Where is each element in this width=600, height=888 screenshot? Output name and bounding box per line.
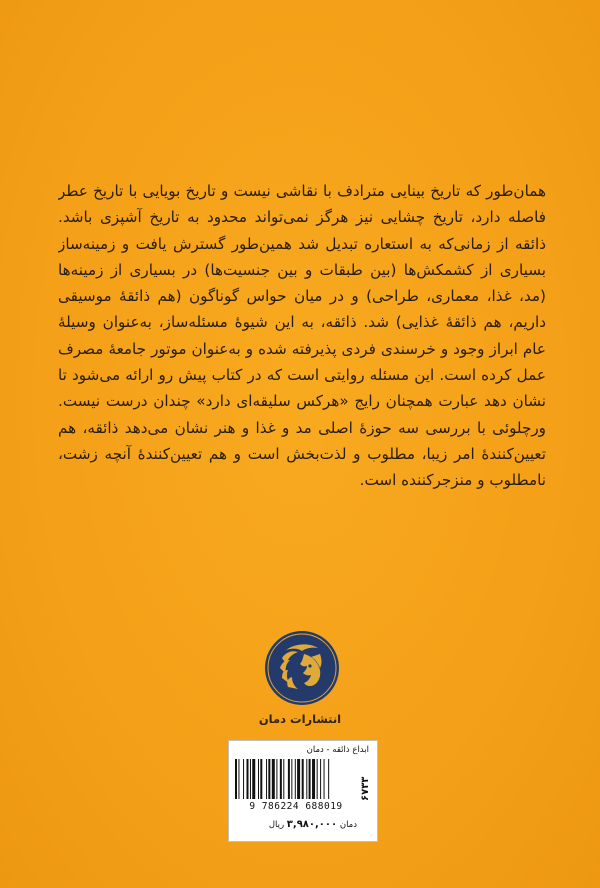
barcode-bar bbox=[324, 759, 325, 799]
barcode-bar bbox=[258, 759, 259, 799]
barcode-bar bbox=[266, 759, 267, 799]
blurb-line: ذائقه از زمانی‌که به استعاره تبدیل شد همین‌طور گسترش یافت و زمینه‌ساز bbox=[58, 234, 546, 253]
barcode-bar bbox=[272, 759, 275, 799]
barcode-bar bbox=[288, 759, 290, 799]
barcode-bar bbox=[280, 759, 282, 799]
blurb-text bbox=[58, 178, 546, 494]
barcode-side-code: ۶۷۳۳ bbox=[360, 776, 371, 802]
barcode-bar bbox=[260, 759, 262, 799]
blurb-line: نامطلوب و منزجرکننده است. bbox=[359, 471, 546, 490]
blurb-line: عام ابراز وجود و خرسندی فردی پذیرفته شده و به‌عنوان موتور جامعهٔ مصرف bbox=[58, 339, 546, 358]
blurb-line: داریم، هم ذائقهٔ غذایی) شد. ذائقه، به این شیوهٔ مسئله‌ساز، به‌عنوان وسیلهٔ bbox=[58, 313, 546, 332]
blurb-line: (مد، غذا، معماری، طراحی) و در میان حواس گوناگون (هم ذائقهٔ موسیقی bbox=[58, 287, 546, 306]
blurb-line: فاصله دارد، تاریخ چشایی نیز هرگز نمی‌تواند محدود به تاریخ آشپزی باشد. bbox=[58, 208, 546, 227]
barcode-bar bbox=[328, 759, 329, 799]
barcode-bar bbox=[297, 759, 300, 799]
publisher-name: انتشارات دمان bbox=[258, 712, 342, 726]
blurb-line: تعیین‌کنندهٔ امر زیبا، مطلوب و لذت‌بخش است و هم تعیین‌کنندهٔ آنچه زشت، bbox=[58, 444, 546, 463]
barcode-title: ابداع ذائقه - دمان bbox=[306, 745, 369, 755]
barcode-bar bbox=[243, 759, 244, 799]
barcode-bar bbox=[291, 759, 292, 799]
barcode-icon bbox=[235, 759, 355, 799]
barcode-bar bbox=[247, 759, 249, 799]
barcode-bar bbox=[252, 759, 255, 799]
barcode-bar bbox=[276, 759, 277, 799]
barcode-bar bbox=[268, 759, 270, 799]
barcode-bar bbox=[312, 759, 315, 799]
barcode-bar bbox=[309, 759, 311, 799]
barcode-bar bbox=[320, 759, 321, 799]
barcode-bar bbox=[295, 759, 296, 799]
blurb-line: عمل کرده است. این مسئله روایتی است که در کتاب پیش رو ارائه می‌شود تا bbox=[58, 366, 546, 385]
lion-head-icon bbox=[264, 630, 340, 706]
blurb-line: نشان دهد عبارت همچنان رایج «هرکس سلیقه‌ای دارد» چندان درست نیست. bbox=[58, 392, 546, 411]
blurb-line: بسیاری از کشمکش‌ها (بین طبقات و بین جنسیت‌ها) در بسیاری از زمینه‌ها bbox=[58, 260, 546, 279]
barcode-bar bbox=[317, 759, 318, 799]
barcode-bar bbox=[306, 759, 307, 799]
price-prefix: دمان bbox=[339, 820, 357, 830]
isbn-number: 9 786224 688019 bbox=[249, 801, 343, 812]
barcode-bar bbox=[238, 759, 239, 799]
barcode-bar bbox=[283, 759, 284, 799]
price-value: ۳,۹۸۰,۰۰۰ bbox=[286, 819, 338, 830]
barcode-bar bbox=[302, 759, 304, 799]
barcode-bar bbox=[235, 759, 237, 799]
barcode-label bbox=[228, 740, 378, 842]
barcode-bar bbox=[250, 759, 251, 799]
blurb-line: همان‌طور که تاریخ بینایی مترادف با نقاشی نیست و تاریخ بویایی با تاریخ عطر bbox=[58, 182, 546, 200]
price-line bbox=[269, 819, 357, 830]
blurb-line: ورچلوئی با بررسی سه حوزهٔ اصلی مد و غذا و هنر نشان می‌دهد ذائقه، هم bbox=[58, 418, 546, 437]
price-unit: ریال bbox=[268, 820, 285, 830]
